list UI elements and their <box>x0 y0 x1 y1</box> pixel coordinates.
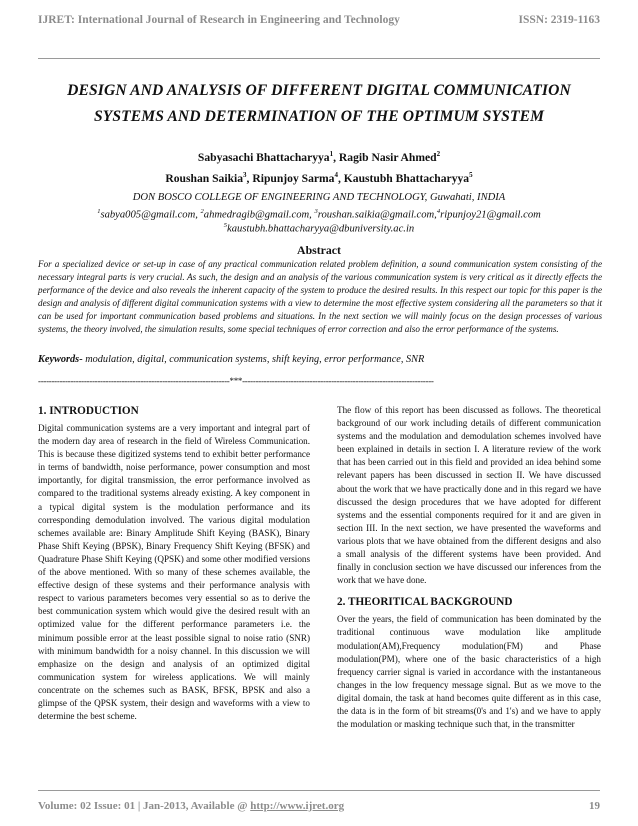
email-link[interactable]: ripunjoy21@gmail.com <box>440 209 541 221</box>
keywords-text: modulation, digital, communication systems, shift keying, error performance, SNR <box>82 354 425 365</box>
authors-line-2: Roushan Saikia$^3$, Ripunjoy Sarma$^4$, Kaustubh Bhattacharyya$^5$ <box>165 171 473 185</box>
footer-volume: Volume: 02 Issue: 01 | Jan-2013, Available @ <box>38 800 251 812</box>
authors-line-1: Sabyasachi Bhattacharyya$^1$, Ragib Nasir Ahmed$^2$ <box>197 150 441 164</box>
abstract-heading: Abstract <box>297 243 341 257</box>
section-2-heading: 2. THEORITICAL BACKGROUND <box>337 596 513 609</box>
email-link[interactable]: sabya005@gmail.com, <box>100 209 201 221</box>
running-header <box>38 14 600 34</box>
section-1-text: Digital communication systems are a very important and integral part of the modern day area of research in the field of Wireless Communication. This is because these digitized systems tend to exhibit better performance in terms of bandwidth, noise performance, power consumption and most importantly, for digital transmission, the error performance involved as compared to the traditional systems already existing. A key component in a typical digital system is the modulation performance and its corresponding demodulation involved. The various digital modulation schemes available are: Binary Amplitude Shift Keying (BASK), Binary Phase Shift Keying (BPSK), Binary Frequency Shift Keying (BFSK) and Quadrature Phase Shift Keying (QPSK) and some other modified versions of the above mentioned. With so many of these schemes available, the effective design of these systems and their performance analysis with respect to various parameters becomes very essential so as to derive the best communication system which would give the desired result with an optimized value for the different performance parameters i.e. the minimum possible error at the least possible signal to noise ratio (SNR) with minimum bandwidth for a noisy channel. In this discussion we will emphasize on the design and analysis of an optimized digital communication system for wireless applications. We will mainly concentrate on the schemes such as BASK, BFSK, BPSK and also a glimpse of the QPSK system, their design and waveforms with a view to determine the best scheme. <box>38 423 310 722</box>
section-2-text: Over the years, the field of communication has been dominated by the traditional continuous wave modulation like amplitude modulation(AM),Frequency modulation(FM) and Phase modulation(PM), where one of the basic characteristics of a high frequency carrier signal is varied in accordance with the instantaneous changes in the low frequency message signal. But as we move to the digital domain, the task at hand becomes quite different as in this case, the data is in the form of bit streams(0's and 1's) and we have to apply the modulation or masking technique such that, in the transmitter <box>337 614 601 730</box>
keywords-label: Keywords- <box>38 354 83 365</box>
page-number: 19 <box>589 800 600 812</box>
affiliation-college: DON BOSCO COLLEGE OF ENGINEERING AND TECHNOLOGY, Guwahati, INDIA <box>132 192 506 203</box>
footer-rule <box>38 790 600 791</box>
footer-link[interactable]: http://www.ijret.org <box>250 800 345 812</box>
issn: ISSN: 2319-1163 <box>518 14 600 26</box>
email-link[interactable]: kaustubh.bhattacharyya@dbuniversity.ac.in <box>227 223 415 235</box>
section-1-heading: 1. INTRODUCTION <box>38 405 139 417</box>
journal-name: IJRET: International Journal of Research in Engineering and Technology <box>38 14 400 26</box>
paper-title <box>30 78 608 130</box>
affiliation-emails: $^1$sabya005@gmail.com, $^2$ahmedragib@gmail.com, $^3$roushan.saikia@gmail.com,$^4$ripunjoy21@gmail.com <box>97 208 541 221</box>
section-separator: -----------------------------------------------------------------------***----------------------------------------------------------------------- <box>38 376 434 386</box>
email-link[interactable]: ahmedragib@gmail.com, <box>203 209 315 221</box>
email-link[interactable]: roushan.saikia@gmail.com, <box>317 209 437 221</box>
running-footer <box>38 800 600 812</box>
report-flow-text: The flow of this report has been discussed as follows. The theoretical background of our work including details of different communication systems and the modulation and demodulation schemes involved have been explained in details in section I. A literature review of the work that has been carried out in this field and provided an idea behind some relevant papers has been discussed in section II. We have discussed about the work that we have practically done and in this regard we have discussed the design procedures that we have adopted for different systems and the essential components required for it and are given in section III. In the next section, we have presented the waveforms and various plots that we have obtained from the different designs and also a small analysis of the different systems have been provided. And finally in conclusion section we have discussed our inferences from the work that we have done. <box>337 405 601 586</box>
left-column <box>38 404 310 723</box>
abstract-text: For a specialized device or set-up in case of any practical communication related problem definition, a sound communication system consisting of the necessary integral parts is very crucial. As such, the design and an analysis of the various communication system is very critical as it directly effects the performance of the device and also reveals the inherent capacity of the system to produce the desired results. In this respect our topic for this paper is the design and analysis of different digital communication systems with a view to determine the most effective system considering all the parameters so that it can be used for important communication based problems and situations. In the next section we will mainly focus on the design processes of various systems, the theory involved, the simulation results, some special techniques of error correction and also the error performance of the systems. <box>38 259 602 335</box>
affiliation-email-5: $^5$kaustubh.bhattacharyya@dbuniversity.ac.in <box>223 222 415 235</box>
header-rule <box>38 58 600 59</box>
title-line-1: DESIGN AND ANALYSIS OF DIFFERENT DIGITAL COMMUNICATION <box>67 82 571 99</box>
keywords <box>38 354 602 365</box>
right-column <box>337 404 601 731</box>
title-line-2: SYSTEMS AND DETERMINATION OF THE OPTIMUM SYSTEM <box>93 108 545 125</box>
